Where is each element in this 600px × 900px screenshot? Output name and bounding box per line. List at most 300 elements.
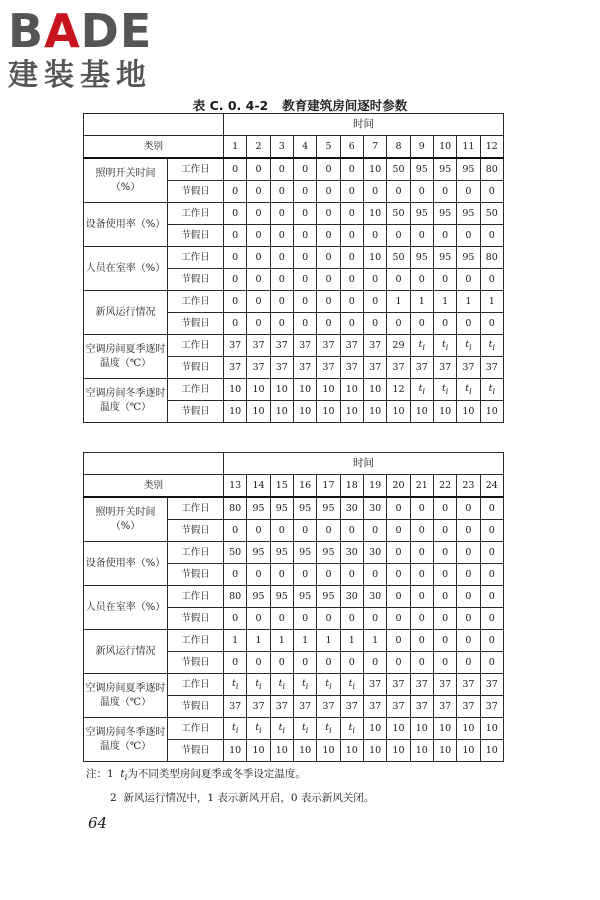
value-cell: 0	[293, 158, 316, 181]
value-cell: 0	[457, 542, 480, 564]
value-cell: 0	[247, 652, 270, 674]
value-cell: 0	[387, 564, 410, 586]
value-cell: 0	[363, 269, 386, 291]
hour-cell: 21	[410, 475, 433, 498]
value-cell: 95	[410, 203, 433, 225]
value-cell: 30	[363, 586, 386, 608]
value-cell: 0	[293, 652, 316, 674]
value-cell: 95	[457, 247, 480, 269]
value-cell: $t_i$	[317, 718, 340, 740]
day-type-cell: 节假日	[168, 696, 224, 718]
value-cell: 0	[387, 181, 410, 203]
value-cell: 0	[340, 652, 363, 674]
value-cell: 10	[363, 158, 386, 181]
value-cell: 0	[224, 652, 247, 674]
value-cell: 0	[270, 652, 293, 674]
value-cell: 1	[317, 630, 340, 652]
value-cell: 10	[457, 740, 480, 762]
value-cell: 0	[363, 608, 386, 630]
value-cell: 30	[340, 542, 363, 564]
value-cell: 0	[247, 225, 270, 247]
page-number: 64	[88, 814, 108, 832]
value-cell: 0	[293, 203, 316, 225]
day-type-cell: 工作日	[168, 158, 224, 181]
value-cell: 10	[224, 401, 247, 423]
day-type-cell: 工作日	[168, 291, 224, 313]
day-type-cell: 节假日	[168, 181, 224, 203]
value-cell: 0	[387, 497, 410, 520]
time-header: 时间	[224, 114, 504, 136]
day-type-cell: 工作日	[168, 497, 224, 520]
value-cell: 10	[410, 401, 433, 423]
table-row	[84, 674, 504, 696]
value-cell: 10	[270, 401, 293, 423]
table-row	[84, 291, 504, 313]
value-cell: 29	[387, 335, 410, 357]
value-cell: 0	[433, 520, 456, 542]
value-cell: 37	[363, 696, 386, 718]
value-cell: 10	[363, 718, 386, 740]
value-cell: 0	[270, 225, 293, 247]
value-cell: 0	[387, 225, 410, 247]
value-cell: 95	[410, 158, 433, 181]
value-cell: 37	[224, 696, 247, 718]
value-cell: 0	[224, 203, 247, 225]
value-cell: 0	[340, 313, 363, 335]
value-cell: 30	[340, 586, 363, 608]
value-cell: 0	[410, 181, 433, 203]
value-cell: 0	[340, 158, 363, 181]
value-cell: 0	[410, 564, 433, 586]
value-cell: $t_i$	[247, 674, 270, 696]
value-cell: 0	[433, 652, 456, 674]
hour-cell: 10	[433, 136, 456, 159]
value-cell: 0	[433, 269, 456, 291]
value-cell: $t_i$	[270, 718, 293, 740]
value-cell: 30	[363, 542, 386, 564]
value-cell: 10	[247, 379, 270, 401]
time-header-row	[84, 453, 504, 475]
value-cell: 0	[410, 269, 433, 291]
value-cell: 50	[387, 203, 410, 225]
value-cell: 95	[293, 542, 316, 564]
value-cell: 0	[433, 630, 456, 652]
value-cell: 0	[317, 520, 340, 542]
value-cell: 95	[433, 203, 456, 225]
value-cell: 0	[247, 291, 270, 313]
value-cell: 95	[317, 542, 340, 564]
watermark-brand: BADE	[8, 4, 153, 58]
hour-cell: 23	[457, 475, 480, 498]
value-cell: 0	[270, 564, 293, 586]
value-cell: 0	[363, 181, 386, 203]
value-cell: 0	[433, 586, 456, 608]
value-cell: 95	[270, 497, 293, 520]
category-cell: 人员在室率（%）	[84, 586, 168, 630]
day-type-cell: 工作日	[168, 674, 224, 696]
value-cell: 0	[293, 269, 316, 291]
value-cell: 0	[340, 520, 363, 542]
value-cell: 0	[317, 225, 340, 247]
value-cell: 10	[340, 401, 363, 423]
value-cell: 37	[363, 674, 386, 696]
hour-cell: 7	[363, 136, 386, 159]
value-cell: 0	[317, 564, 340, 586]
value-cell: 0	[410, 542, 433, 564]
day-type-cell: 节假日	[168, 564, 224, 586]
category-cell: 照明开关时间（%）	[84, 158, 168, 203]
value-cell: 0	[317, 158, 340, 181]
value-cell: 0	[317, 203, 340, 225]
value-cell: 10	[480, 740, 503, 762]
blank-corner-cell	[84, 114, 224, 136]
hours-row	[84, 475, 504, 498]
hour-cell: 9	[410, 136, 433, 159]
day-type-cell: 工作日	[168, 379, 224, 401]
value-cell: 0	[224, 313, 247, 335]
category-cell: 空调房间冬季逐时温度（℃）	[84, 379, 168, 423]
value-cell: 0	[457, 497, 480, 520]
table-caption: 教育建筑房间逐时参数	[282, 98, 408, 113]
value-cell: 0	[480, 313, 503, 335]
table-row	[84, 718, 504, 740]
value-cell: 0	[480, 520, 503, 542]
hour-cell: 17	[317, 475, 340, 498]
day-type-cell: 节假日	[168, 401, 224, 423]
value-cell: 0	[224, 181, 247, 203]
day-type-cell: 节假日	[168, 520, 224, 542]
value-cell: 0	[433, 542, 456, 564]
category-cell: 空调房间夏季逐时温度（℃）	[84, 674, 168, 718]
value-cell: 10	[363, 247, 386, 269]
value-cell: 0	[480, 630, 503, 652]
value-cell: 10	[340, 379, 363, 401]
value-cell: 0	[363, 225, 386, 247]
value-cell: 10	[270, 740, 293, 762]
day-type-cell: 节假日	[168, 357, 224, 379]
value-cell: 37	[433, 674, 456, 696]
value-cell: 37	[410, 674, 433, 696]
day-type-cell: 工作日	[168, 247, 224, 269]
value-cell: 0	[340, 291, 363, 313]
value-cell: 0	[387, 652, 410, 674]
value-cell: 0	[270, 181, 293, 203]
value-cell: 0	[340, 247, 363, 269]
value-cell: $t_i$	[410, 335, 433, 357]
value-cell: 0	[317, 247, 340, 269]
value-cell: 0	[340, 608, 363, 630]
value-cell: 0	[270, 313, 293, 335]
value-cell: 0	[247, 203, 270, 225]
value-cell: 0	[270, 203, 293, 225]
value-cell: 0	[340, 564, 363, 586]
hour-cell: 15	[270, 475, 293, 498]
value-cell: 95	[270, 586, 293, 608]
value-cell: 0	[480, 225, 503, 247]
value-cell: 37	[433, 696, 456, 718]
value-cell: 95	[317, 586, 340, 608]
value-cell: 1	[293, 630, 316, 652]
value-cell: $t_i$	[247, 718, 270, 740]
value-cell: 0	[363, 652, 386, 674]
value-cell: 10	[433, 740, 456, 762]
value-cell: 0	[480, 608, 503, 630]
value-cell: 0	[387, 586, 410, 608]
value-cell: $t_i$	[457, 379, 480, 401]
value-cell: 0	[224, 158, 247, 181]
value-cell: 0	[410, 586, 433, 608]
value-cell: 1	[433, 291, 456, 313]
value-cell: 0	[457, 181, 480, 203]
value-cell: 95	[247, 542, 270, 564]
value-cell: 0	[270, 520, 293, 542]
watermark-logo	[8, 6, 178, 94]
hour-cell: 2	[247, 136, 270, 159]
value-cell: 1	[247, 630, 270, 652]
value-cell: 0	[247, 158, 270, 181]
category-cell: 照明开关时间（%）	[84, 497, 168, 542]
hour-cell: 11	[457, 136, 480, 159]
value-cell: 0	[480, 564, 503, 586]
value-cell: 0	[363, 564, 386, 586]
value-cell: 0	[387, 313, 410, 335]
category-cell: 空调房间冬季逐时温度（℃）	[84, 718, 168, 762]
value-cell: 0	[317, 652, 340, 674]
value-cell: 37	[270, 335, 293, 357]
value-cell: 10	[224, 379, 247, 401]
value-cell: 10	[224, 740, 247, 762]
value-cell: 37	[457, 357, 480, 379]
hour-cell: 12	[480, 136, 503, 159]
value-cell: 0	[410, 630, 433, 652]
value-cell: 0	[457, 608, 480, 630]
value-cell: 10	[270, 379, 293, 401]
hour-cell: 6	[340, 136, 363, 159]
table-title	[0, 96, 600, 114]
value-cell: 0	[317, 291, 340, 313]
value-cell: 0	[270, 158, 293, 181]
table-row	[84, 630, 504, 652]
value-cell: 0	[224, 608, 247, 630]
value-cell: 0	[340, 181, 363, 203]
value-cell: 0	[224, 225, 247, 247]
value-cell: $t_i$	[224, 718, 247, 740]
value-cell: 95	[433, 158, 456, 181]
value-cell: 1	[340, 630, 363, 652]
hour-cell: 4	[293, 136, 316, 159]
value-cell: 1	[270, 630, 293, 652]
notes	[86, 764, 526, 808]
value-cell: 0	[387, 630, 410, 652]
value-cell: 37	[224, 357, 247, 379]
value-cell: 95	[247, 586, 270, 608]
value-cell: 10	[433, 401, 456, 423]
value-cell: 10	[387, 740, 410, 762]
value-cell: 0	[293, 181, 316, 203]
value-cell: 0	[224, 247, 247, 269]
value-cell: 0	[387, 269, 410, 291]
day-type-cell: 工作日	[168, 718, 224, 740]
value-cell: 0	[480, 586, 503, 608]
value-cell: 37	[270, 696, 293, 718]
value-cell: 10	[317, 379, 340, 401]
category-header: 类别	[84, 136, 224, 159]
value-cell: 80	[224, 586, 247, 608]
schedule-table-hours-13-24	[83, 452, 504, 762]
value-cell: 0	[387, 542, 410, 564]
value-cell: 1	[410, 291, 433, 313]
table-row	[84, 158, 504, 181]
value-cell: 37	[247, 335, 270, 357]
value-cell: 37	[247, 696, 270, 718]
value-cell: 50	[480, 203, 503, 225]
value-cell: 10	[293, 740, 316, 762]
value-cell: 0	[270, 608, 293, 630]
day-type-cell: 工作日	[168, 586, 224, 608]
value-cell: 0	[457, 652, 480, 674]
hour-cell: 16	[293, 475, 316, 498]
value-cell: 0	[433, 608, 456, 630]
hour-cell: 8	[387, 136, 410, 159]
value-cell: 37	[363, 357, 386, 379]
value-cell: 37	[340, 696, 363, 718]
value-cell: $t_i$	[340, 674, 363, 696]
value-cell: 0	[247, 564, 270, 586]
value-cell: $t_i$	[293, 718, 316, 740]
value-cell: 10	[433, 718, 456, 740]
value-cell: 30	[363, 497, 386, 520]
day-type-cell: 工作日	[168, 630, 224, 652]
value-cell: 0	[410, 313, 433, 335]
value-cell: 0	[457, 313, 480, 335]
value-cell: $t_i$	[340, 718, 363, 740]
value-cell: 0	[270, 247, 293, 269]
value-cell: 37	[410, 696, 433, 718]
value-cell: 10	[457, 401, 480, 423]
value-cell: 0	[317, 181, 340, 203]
value-cell: $t_i$	[480, 335, 503, 357]
day-type-cell: 工作日	[168, 203, 224, 225]
value-cell: 0	[293, 564, 316, 586]
value-cell: 10	[247, 740, 270, 762]
value-cell: 37	[340, 335, 363, 357]
value-cell: 95	[457, 158, 480, 181]
value-cell: 95	[317, 497, 340, 520]
value-cell: 95	[293, 497, 316, 520]
value-cell: 0	[247, 181, 270, 203]
value-cell: 0	[270, 291, 293, 313]
value-cell: 37	[480, 357, 503, 379]
value-cell: 0	[457, 225, 480, 247]
value-cell: 10	[317, 401, 340, 423]
value-cell: 0	[293, 291, 316, 313]
value-cell: 50	[387, 158, 410, 181]
value-cell: 37	[480, 696, 503, 718]
value-cell: 1	[224, 630, 247, 652]
value-cell: 0	[363, 520, 386, 542]
value-cell: 0	[293, 608, 316, 630]
value-cell: 0	[433, 181, 456, 203]
category-header: 类别	[84, 475, 224, 498]
value-cell: 10	[363, 401, 386, 423]
value-cell: 10	[387, 401, 410, 423]
note-1: 注：1 $t_i$为不同类型房间夏季或冬季设定温度。	[86, 768, 306, 784]
value-cell: 0	[410, 497, 433, 520]
day-type-cell: 节假日	[168, 313, 224, 335]
value-cell: 0	[457, 520, 480, 542]
value-cell: 1	[480, 291, 503, 313]
value-cell: 95	[293, 586, 316, 608]
hour-cell: 22	[433, 475, 456, 498]
day-type-cell: 节假日	[168, 225, 224, 247]
hour-cell: 20	[387, 475, 410, 498]
value-cell: $t_i$	[457, 335, 480, 357]
value-cell: 0	[293, 313, 316, 335]
category-cell: 设备使用率（%）	[84, 203, 168, 247]
value-cell: 95	[433, 247, 456, 269]
value-cell: 10	[480, 401, 503, 423]
value-cell: 0	[293, 225, 316, 247]
value-cell: 0	[270, 269, 293, 291]
value-cell: 37	[457, 696, 480, 718]
value-cell: 95	[410, 247, 433, 269]
value-cell: 0	[480, 181, 503, 203]
value-cell: 1	[387, 291, 410, 313]
value-cell: 10	[410, 718, 433, 740]
value-cell: 0	[410, 608, 433, 630]
value-cell: 37	[293, 357, 316, 379]
schedule-table-hours-1-12	[83, 113, 504, 423]
hour-cell: 3	[270, 136, 293, 159]
value-cell: $t_i$	[270, 674, 293, 696]
value-cell: 10	[293, 379, 316, 401]
value-cell: 0	[433, 564, 456, 586]
category-cell: 人员在室率（%）	[84, 247, 168, 291]
hour-cell: 24	[480, 475, 503, 498]
value-cell: 0	[457, 630, 480, 652]
hour-cell: 5	[317, 136, 340, 159]
value-cell: 10	[410, 740, 433, 762]
value-cell: 37	[317, 335, 340, 357]
value-cell: 0	[224, 564, 247, 586]
value-cell: 37	[317, 696, 340, 718]
value-cell: 0	[457, 269, 480, 291]
category-cell: 新风运行情况	[84, 291, 168, 335]
value-cell: $t_i$	[317, 674, 340, 696]
table-row	[84, 586, 504, 608]
day-type-cell: 节假日	[168, 652, 224, 674]
value-cell: 0	[224, 269, 247, 291]
value-cell: $t_i$	[293, 674, 316, 696]
value-cell: 37	[433, 357, 456, 379]
value-cell: 0	[410, 520, 433, 542]
value-cell: 0	[457, 586, 480, 608]
value-cell: 0	[387, 520, 410, 542]
value-cell: 0	[433, 313, 456, 335]
value-cell: 37	[387, 696, 410, 718]
value-cell: 0	[224, 291, 247, 313]
value-cell: 95	[270, 542, 293, 564]
value-cell: 80	[480, 158, 503, 181]
value-cell: 37	[387, 357, 410, 379]
value-cell: 37	[224, 335, 247, 357]
value-cell: 10	[457, 718, 480, 740]
value-cell: 10	[363, 740, 386, 762]
value-cell: $t_i$	[480, 379, 503, 401]
value-cell: 0	[247, 247, 270, 269]
value-cell: 0	[457, 564, 480, 586]
time-header: 时间	[224, 453, 504, 475]
